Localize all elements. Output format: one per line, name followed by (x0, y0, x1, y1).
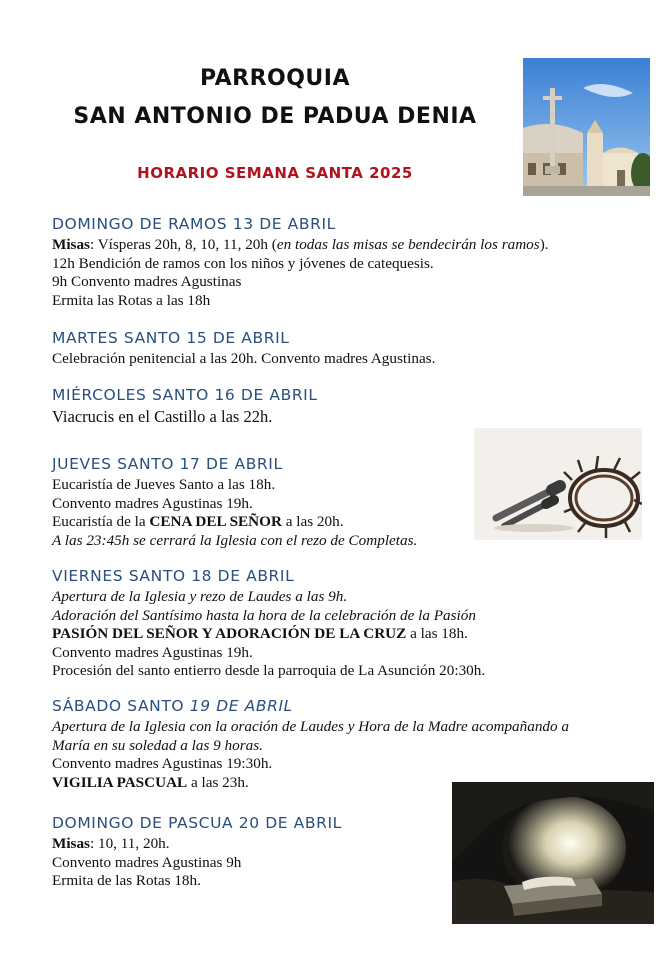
good-friday-passion: PASIÓN DEL SEÑOR Y ADORACIÓN DE LA CRUZ a las 18h. (52, 625, 468, 643)
holy-saturday-mary: María en su soledad a las 9 horas. (52, 736, 263, 754)
section-palm-sunday (52, 214, 652, 310)
holy-wednesday-heading: MIÉRCOLES SANTO 16 DE ABRIL (52, 386, 318, 404)
good-friday-heading: VIERNES SANTO 18 DE ABRIL (52, 567, 295, 585)
holy-saturday-heading: SÁBADO SANTO 19 DE ABRIL (52, 697, 293, 715)
easter-sunday-heading: DOMINGO DE PASCUA 20 DE ABRIL (52, 814, 342, 832)
palm-sunday-convent: 9h Convento madres Agustinas (52, 273, 242, 291)
good-friday-adoration: Adoración del Santísimo hasta la hora de la celebración de la Pasión (52, 606, 476, 624)
holy-thursday-last-supper: Eucaristía de la CENA DEL SEÑOR a las 20h. (52, 513, 344, 531)
schedule-subtitle: HORARIO SEMANA SANTA 2025 (137, 164, 413, 182)
holy-saturday-convent: Convento madres Agustinas 19:30h. (52, 755, 273, 773)
holy-tuesday-heading: MARTES SANTO 15 DE ABRIL (52, 329, 290, 347)
section-easter-sunday (52, 813, 652, 891)
holy-saturday-lauds: Apertura de la Iglesia con la oración de Laudes y Hora de la Madre acompañando a (52, 718, 570, 735)
palm-sunday-heading: DOMINGO DE RAMOS 13 DE ABRIL (52, 215, 336, 233)
easter-sunday-hermitage: Ermita de las Rotas 18h. (52, 872, 201, 890)
parish-name: SAN ANTONIO DE PADUA DENIA (73, 104, 477, 129)
section-holy-thursday (52, 454, 652, 550)
holy-thursday-eucharist: Eucaristía de Jueves Santo a las 18h. (52, 476, 276, 493)
holy-thursday-compline: A las 23:45h se cerrará la Iglesia con el rezo de Completas. (52, 531, 418, 549)
palm-sunday-blessing: 12h Bendición de ramos con los niños y jóvenes de catequesis. (52, 254, 434, 272)
section-good-friday (52, 566, 652, 681)
good-friday-lauds: Apertura de la Iglesia y rezo de Laudes a las 9h. (52, 588, 348, 605)
holy-saturday-vigil: VIGILIA PASCUAL a las 23h. (52, 773, 249, 791)
holy-thursday-heading: JUEVES SANTO 17 DE ABRIL (52, 455, 283, 473)
church-cross-photo (523, 58, 650, 196)
holy-wednesday-text: Viacrucis en el Castillo a las 22h. (52, 407, 273, 426)
holy-tuesday-text: Celebración penitencial a las 20h. Convento madres Agustinas. (52, 350, 436, 367)
holy-thursday-convent: Convento madres Agustinas 19h. (52, 494, 253, 512)
good-friday-procession: Procesión del santo entierro desde la parroquia de La Asunción 20:30h. (52, 662, 486, 680)
palm-sunday-hermitage: Ermita las Rotas a las 18h (52, 291, 211, 309)
section-holy-tuesday (52, 328, 652, 369)
easter-sunday-convent: Convento madres Agustinas 9h (52, 853, 242, 871)
section-holy-saturday (52, 696, 652, 792)
good-friday-convent: Convento madres Agustinas 19h. (52, 643, 253, 661)
section-holy-wednesday (52, 385, 652, 427)
easter-sunday-masses: Misas: 10, 11, 20h. (52, 835, 170, 852)
parish-title: PARROQUIA (200, 66, 350, 91)
palm-sunday-masses: Misas: Vísperas 20h, 8, 10, 11, 20h (en todas las misas se bendecirán los ramos). (52, 236, 549, 253)
